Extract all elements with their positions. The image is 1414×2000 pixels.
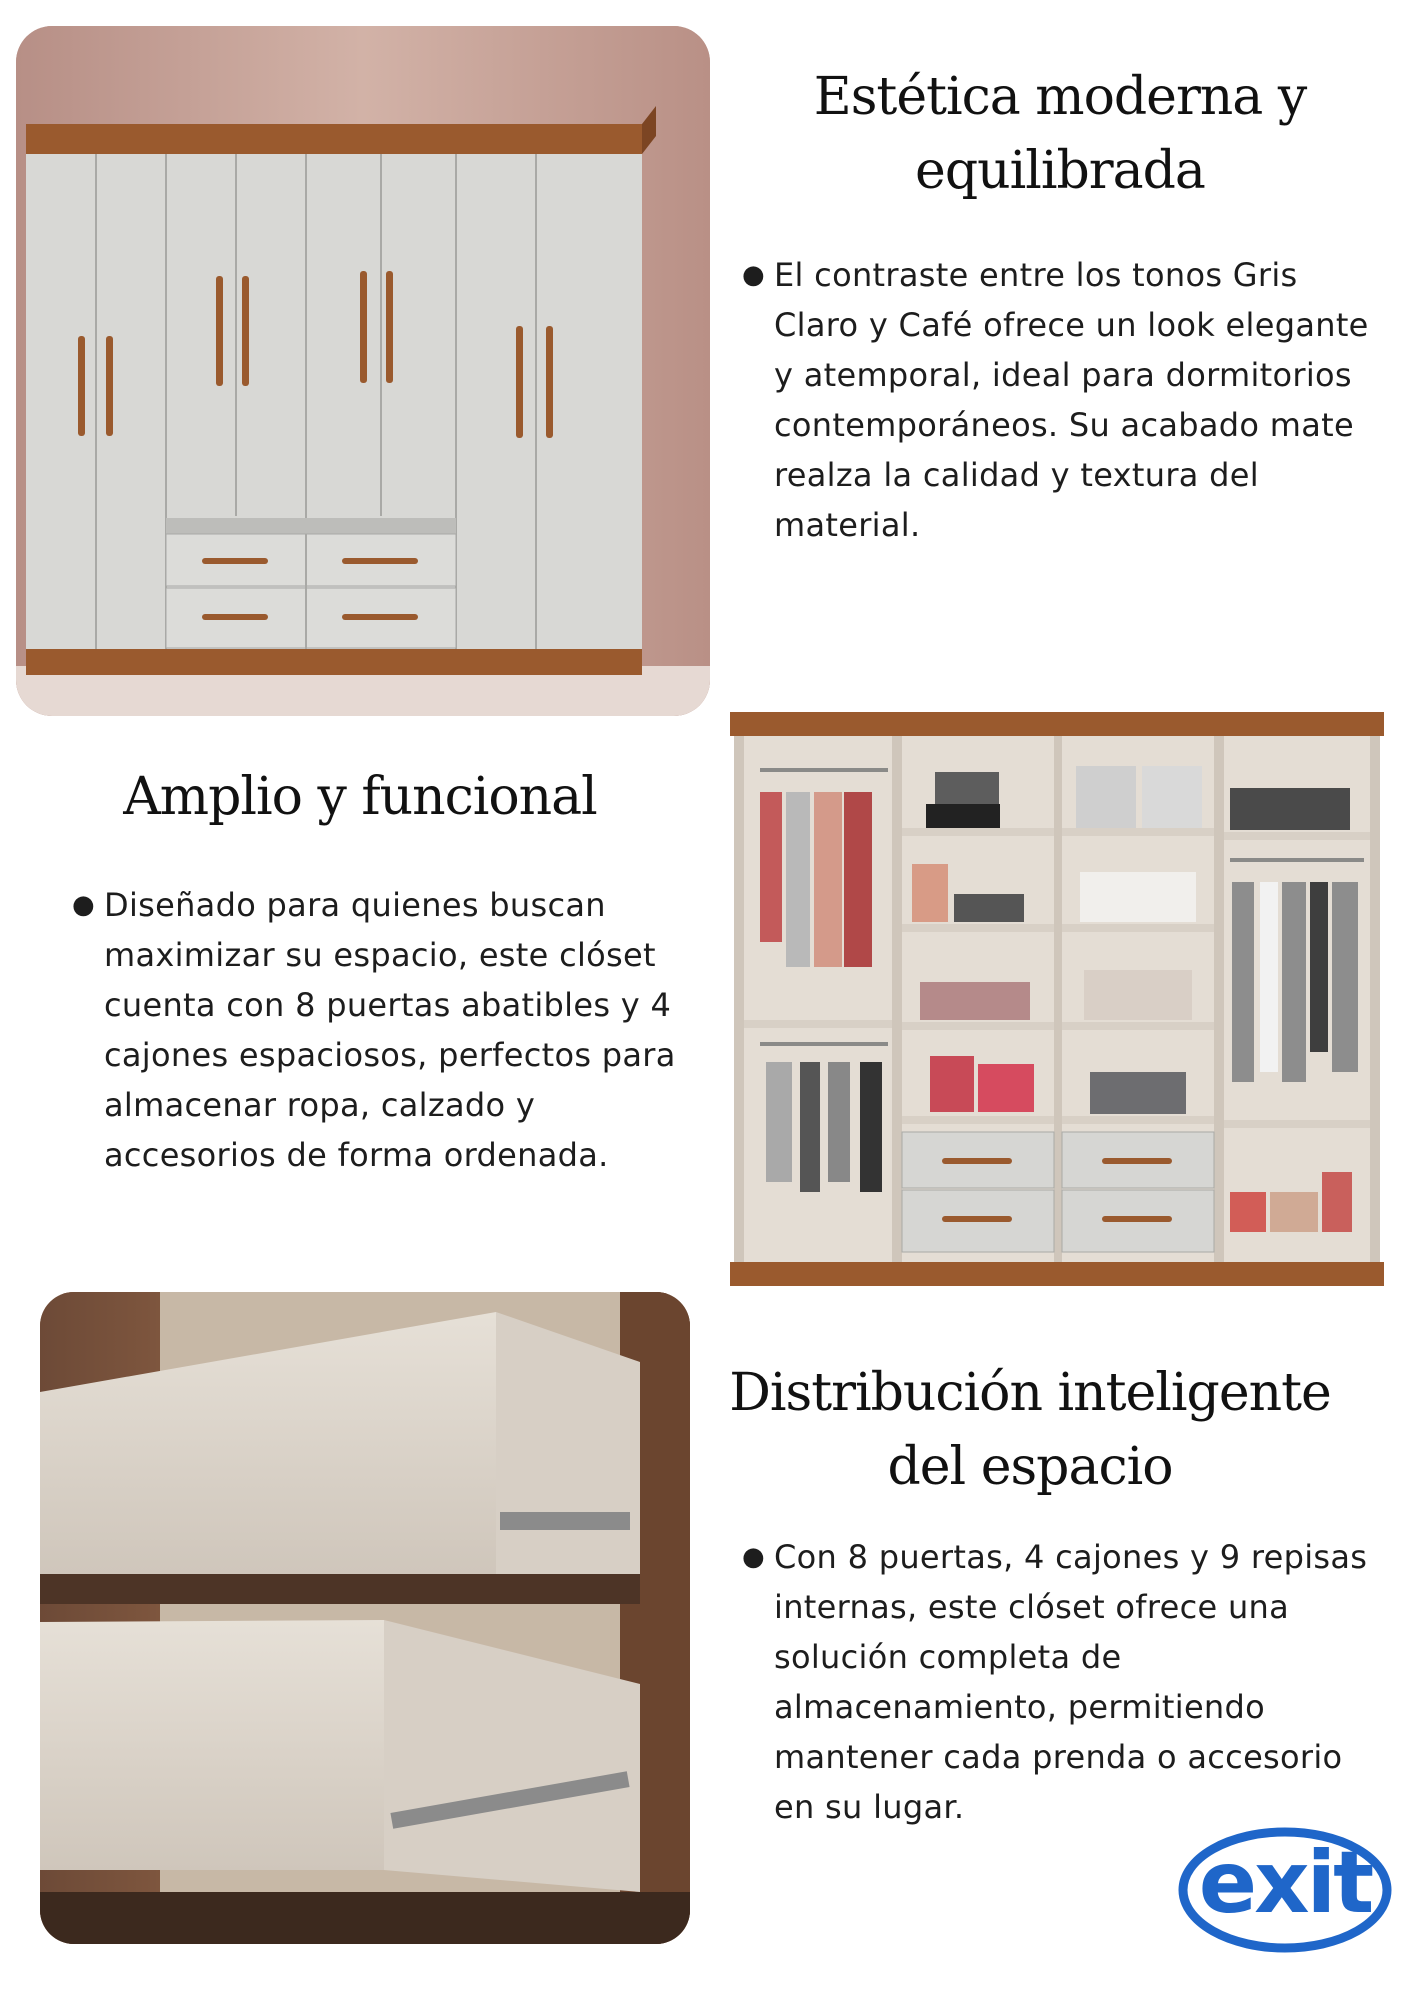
section-smart-distribution — [720, 1356, 1340, 1504]
section-bullet-text: ● Diseñado para quienes buscan maximizar su espacio, este clóset cuenta con 8 puertas abatibles y 4 cajones espaciosos, perfectos para almacenar ropa, calzado y accesorios de forma ordenada. — [104, 880, 704, 1180]
section-modern-aesthetic — [760, 60, 1360, 208]
bullet-icon: ● — [742, 260, 765, 290]
section-title: Amplio y funcional — [123, 767, 597, 827]
wardrobe-closed-photo — [16, 26, 710, 716]
bullet-icon: ● — [742, 1542, 765, 1572]
bullet-icon: ● — [72, 890, 95, 920]
logo-text: exit — [1198, 1833, 1372, 1933]
drawers-closeup-photo — [40, 1292, 690, 1944]
exit-logo — [1176, 1820, 1394, 1960]
section-title: Distribución inteligente del espacio — [729, 1363, 1331, 1497]
section-title: Estética moderna y equilibrada — [813, 67, 1307, 201]
section-bullet-text: ● El contraste entre los tonos Gris Claro y Café ofrece un look elegante y atemporal, ideal para dormitorios contemporáneos. Su acabado mate realza la calidad y textura del material. — [774, 250, 1374, 550]
section-spacious-functional — [40, 760, 680, 834]
wardrobe-open-photo — [730, 712, 1384, 1286]
section-bullet-text: ● Con 8 puertas, 4 cajones y 9 repisas internas, este clóset ofrece una solución completa de almacenamiento, permitiendo mantener cada prenda o accesorio en su lugar. — [774, 1532, 1374, 1832]
